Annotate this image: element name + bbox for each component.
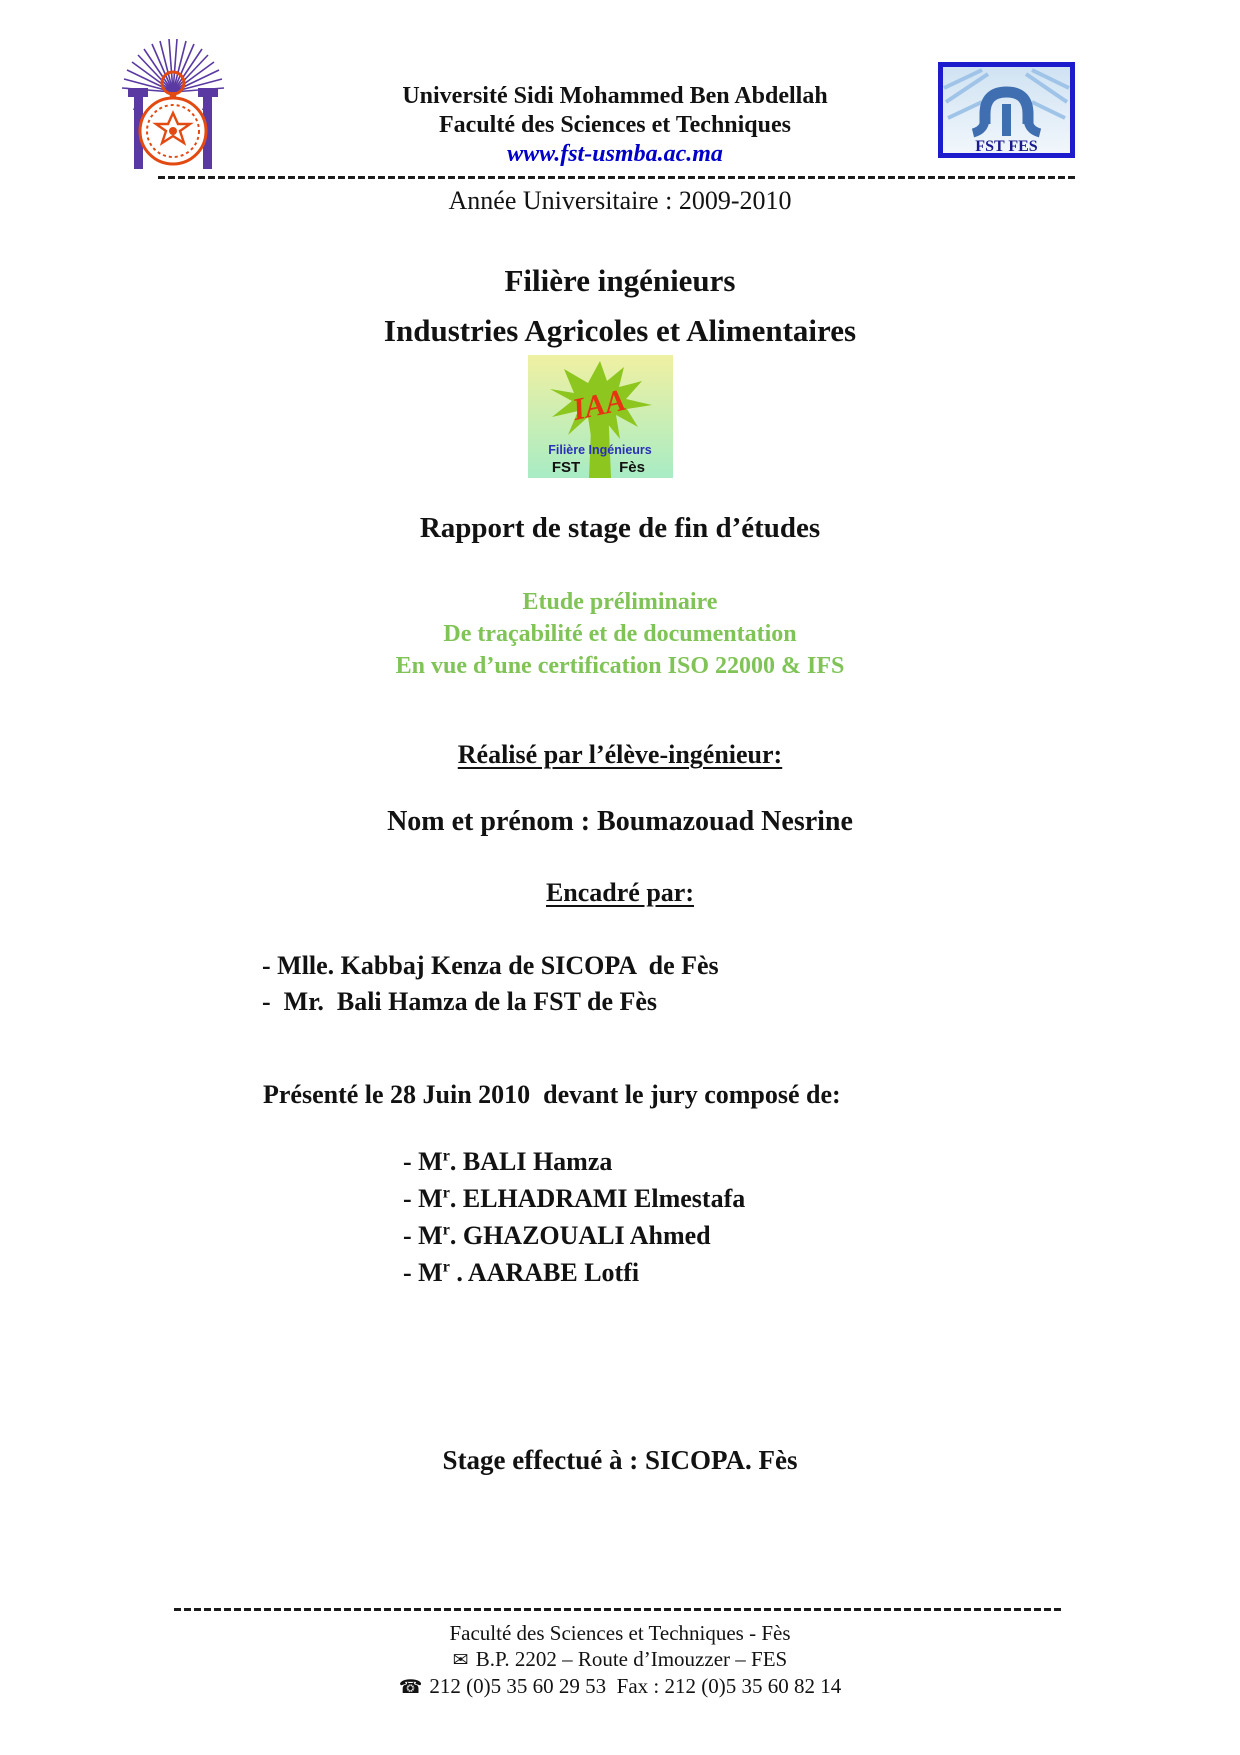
footer-phone-line — [0, 1673, 1240, 1700]
report-title: Rapport de stage de fin d’études — [419, 512, 821, 544]
jury-member-name: . AARABE Lotfi — [449, 1258, 640, 1287]
iaa-subtitle: Filière Ingénieurs — [548, 443, 652, 457]
jury-member-name: . BALI Hamza — [449, 1147, 613, 1176]
jury-list — [403, 1143, 745, 1291]
subtitle-line3: En vue d’une certification ISO 22000 & IFS — [395, 653, 845, 679]
supervisors-heading: Encadré par: — [545, 878, 695, 907]
subtitle-line1: Etude préliminaire — [522, 589, 718, 615]
jury-member — [403, 1180, 745, 1217]
iaa-fst-label: FST — [551, 459, 581, 476]
jury-member — [403, 1254, 745, 1291]
phone-icon: ☎ — [398, 1676, 423, 1698]
footer-address-text: B.P. 2202 – Route d’Imouzzer – FES — [475, 1647, 788, 1671]
jury-member-sup: r — [442, 1184, 450, 1202]
report-subtitle-block — [0, 586, 1240, 682]
jury-member-prefix: - M — [403, 1184, 443, 1213]
program-line1: Filière ingénieurs — [504, 263, 736, 298]
academic-year: Année Universitaire : 2009-2010 — [448, 186, 792, 215]
supervisors-heading-wrap — [0, 878, 1240, 908]
author-section-heading-wrap — [0, 740, 1240, 770]
supervisor-item: - Mr. Bali Hamza de la FST de Fès — [262, 987, 658, 1016]
iaa-acronym: IAA — [569, 381, 629, 427]
top-dashed-divider — [158, 176, 1078, 179]
usmba-university-logo-icon — [112, 36, 234, 174]
header-text-block — [270, 82, 960, 169]
footer-phone-text: 212 (0)5 35 60 29 53 Fax : 212 (0)5 35 60 82 14 — [429, 1674, 842, 1698]
jury-member-prefix: - M — [403, 1221, 443, 1250]
jury-member-sup: r — [442, 1258, 450, 1276]
bottom-dashed-divider — [174, 1608, 1064, 1611]
iaa-filiere-logo-icon — [528, 355, 673, 478]
jury-member — [403, 1217, 745, 1254]
footer-block — [0, 1620, 1240, 1700]
mail-icon: ✉ — [452, 1649, 469, 1671]
jury-member — [403, 1143, 745, 1180]
supervisors-list — [262, 948, 719, 1020]
fst-logo-caption: FST FES — [975, 138, 1038, 155]
footer-faculty-line: Faculté des Sciences et Techniques - Fès — [449, 1621, 791, 1645]
internship-location-line: Stage effectué à : SICOPA. Fès — [442, 1445, 798, 1475]
author-heading: Réalisé par l’élève-ingénieur: — [457, 740, 783, 769]
jury-member-name: . GHAZOUALI Ahmed — [449, 1221, 711, 1250]
jury-member-sup: r — [442, 1221, 450, 1239]
program-line2: Industries Agricoles et Alimentaires — [383, 313, 857, 348]
fst-fes-logo-icon — [938, 62, 1075, 158]
jury-member-prefix: - M — [403, 1147, 443, 1176]
iaa-fes-label: Fès — [619, 459, 645, 476]
jury-member-prefix: - M — [403, 1258, 443, 1287]
faculty-name: Faculté des Sciences et Techniques — [439, 112, 791, 138]
supervisor-item: - Mlle. Kabbaj Kenza de SICOPA de Fès — [262, 951, 719, 980]
university-name: Université Sidi Mohammed Ben Abdellah — [402, 83, 828, 109]
jury-member-name: . ELHADRAMI Elmestafa — [449, 1184, 746, 1213]
jury-member-sup: r — [442, 1147, 450, 1165]
footer-address-line — [0, 1646, 1240, 1673]
program-title-block — [0, 256, 1240, 356]
jury-heading: Présenté le 28 Juin 2010 devant le jury composé de: — [263, 1080, 841, 1109]
website-link[interactable]: www.fst-usmba.ac.ma — [507, 141, 723, 167]
author-name-line: Nom et prénom : Boumazouad Nesrine — [387, 806, 853, 837]
subtitle-line2: De traçabilité et de documentation — [443, 621, 797, 647]
